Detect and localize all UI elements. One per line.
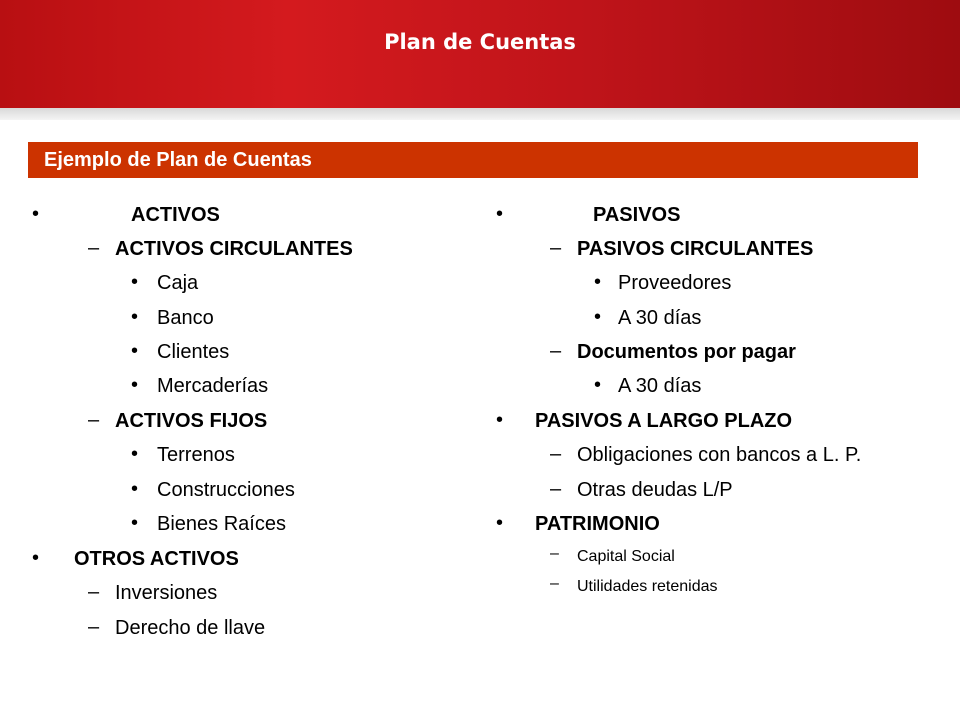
dash-marker: – xyxy=(550,545,559,562)
list-item: Obligaciones con bancos a L. P. xyxy=(577,444,862,466)
header-banner xyxy=(0,0,960,108)
heading-activos-circulantes: ACTIVOS CIRCULANTES xyxy=(115,238,353,260)
bullet-marker: • xyxy=(594,374,602,396)
heading-pasivos-circulantes: PASIVOS CIRCULANTES xyxy=(577,238,814,260)
list-item: A 30 días xyxy=(618,375,702,397)
bullet-marker: • xyxy=(131,512,139,534)
bullet-marker: • xyxy=(32,547,40,569)
list-item: Banco xyxy=(157,307,214,329)
bullet-marker: • xyxy=(594,306,602,328)
bullet-marker: • xyxy=(131,271,139,293)
heading-otros-activos: OTROS ACTIVOS xyxy=(74,548,239,570)
section-title: Ejemplo de Plan de Cuentas xyxy=(44,149,312,171)
heading-activos-fijos: ACTIVOS FIJOS xyxy=(115,410,268,432)
heading-pasivos-largo-plazo: PASIVOS A LARGO PLAZO xyxy=(535,410,793,432)
header-shadow xyxy=(0,108,960,120)
dash-marker: – xyxy=(88,581,100,603)
list-item: Clientes xyxy=(157,341,230,363)
dash-marker: – xyxy=(550,478,562,500)
heading-activos: ACTIVOS xyxy=(131,204,220,226)
list-item: Proveedores xyxy=(618,272,732,294)
list-item: Mercaderías xyxy=(157,375,269,397)
list-item: Inversiones xyxy=(115,582,218,604)
dash-marker: – xyxy=(88,237,100,259)
bullet-marker: • xyxy=(131,340,139,362)
list-item: A 30 días xyxy=(618,307,702,329)
dash-marker: – xyxy=(88,616,100,638)
bullet-marker: • xyxy=(594,271,602,293)
dash-marker: – xyxy=(550,340,562,362)
list-item: Bienes Raíces xyxy=(157,513,286,535)
bullet-marker: • xyxy=(131,374,139,396)
page-title: Plan de Cuentas xyxy=(384,30,576,54)
heading-documentos-por-pagar: Documentos por pagar xyxy=(577,341,796,363)
list-item: Capital Social xyxy=(577,548,675,565)
list-item: Utilidades retenidas xyxy=(577,578,718,595)
list-item: Otras deudas L/P xyxy=(577,479,733,501)
bullet-marker: • xyxy=(496,512,504,534)
bullet-marker: • xyxy=(131,478,139,500)
list-item: Terrenos xyxy=(157,444,235,466)
list-item: Construcciones xyxy=(157,479,295,501)
list-item: Derecho de llave xyxy=(115,617,266,639)
dash-marker: – xyxy=(550,237,562,259)
heading-patrimonio: PATRIMONIO xyxy=(535,513,660,535)
dash-marker: – xyxy=(550,443,562,465)
bullet-marker: • xyxy=(32,203,40,225)
dash-marker: – xyxy=(550,575,559,592)
heading-pasivos: PASIVOS xyxy=(593,204,681,226)
dash-marker: – xyxy=(88,409,100,431)
bullet-marker: • xyxy=(496,203,504,225)
bullet-marker: • xyxy=(131,306,139,328)
bullet-marker: • xyxy=(131,443,139,465)
bullet-marker: • xyxy=(496,409,504,431)
list-item: Caja xyxy=(157,272,199,294)
